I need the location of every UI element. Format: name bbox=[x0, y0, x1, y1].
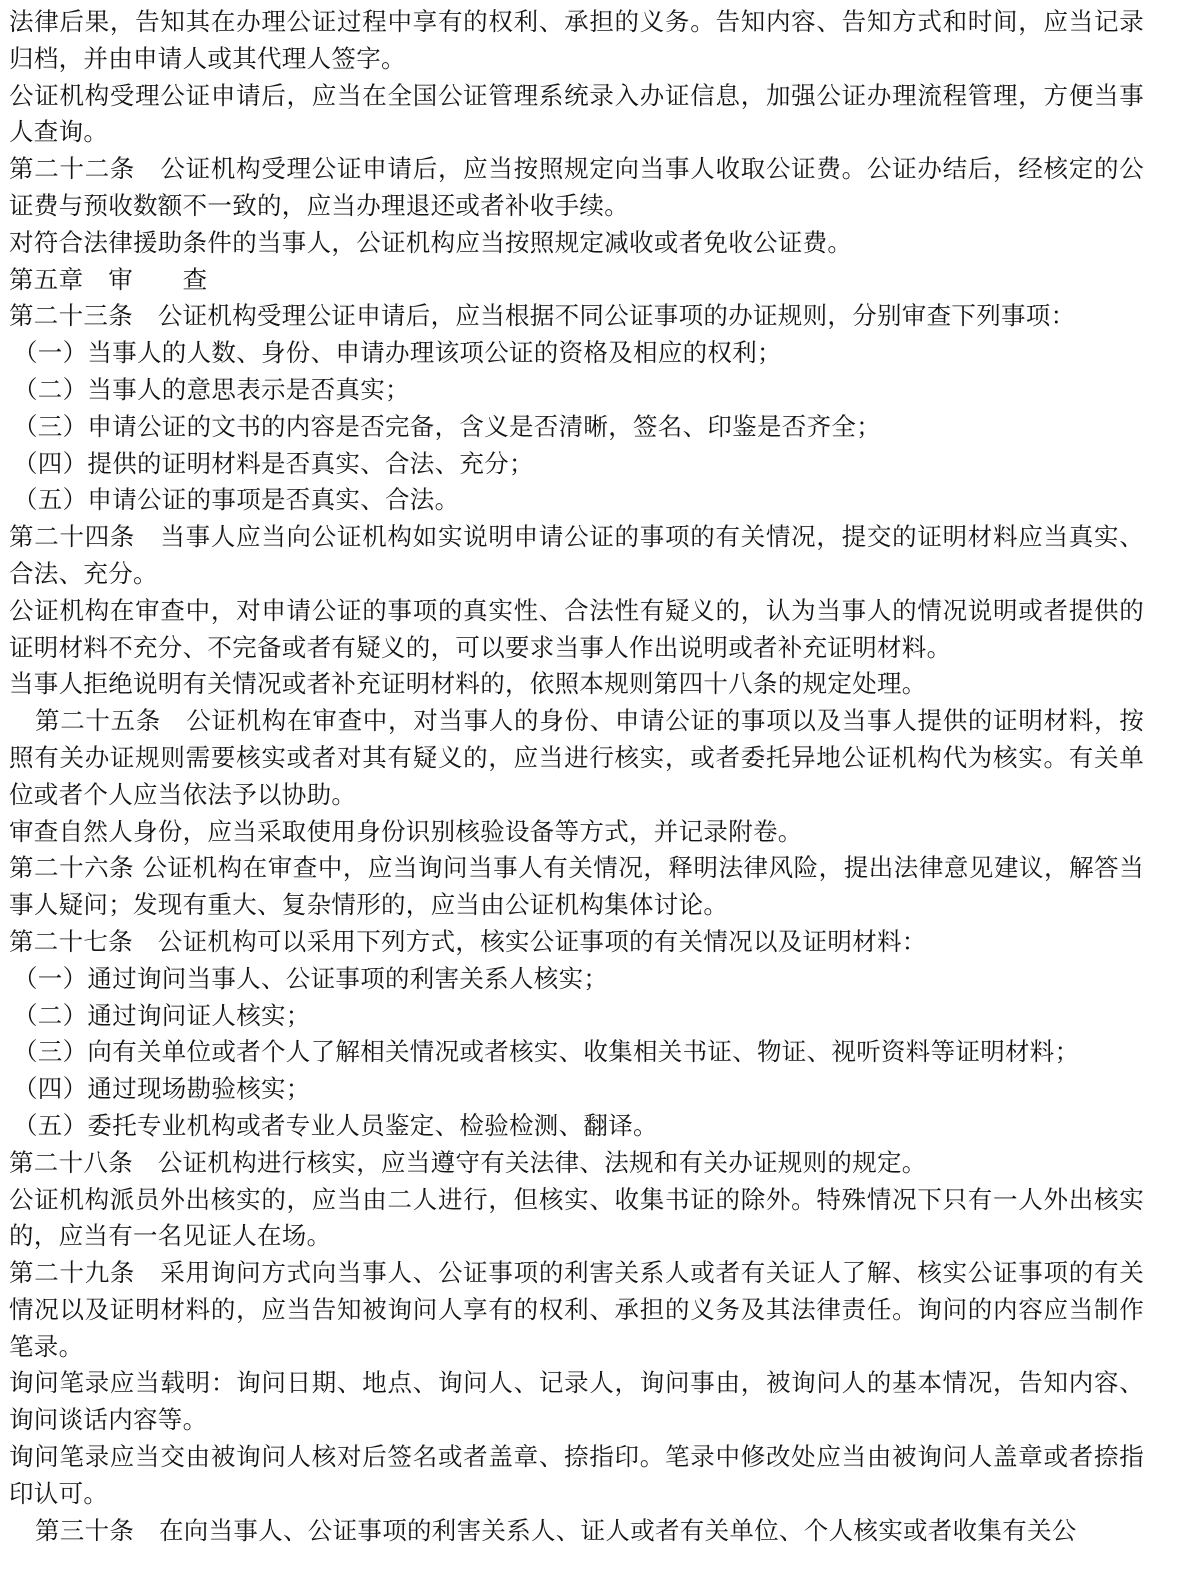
article-23-item-5: （五）申请公证的事项是否真实、合法。 bbox=[13, 485, 460, 515]
paragraph-identity-check: 审查自然人身份，应当采取使用身份识别核验设备等方式，并记录附卷。 bbox=[9, 816, 803, 846]
article-29: 第二十九条 采用询问方式向当事人、公证事项的利害关系人或者有关证人了解、核实公证事项的有关情况以及证明材料的，应当告知被询问人享有的权利、承担的义务及其法律责任。询问的内容应当制作笔录。 bbox=[9, 1258, 1144, 1361]
article-30: 第三十条 在向当事人、公证事项的利害关系人、证人或者有关单位、个人核实或者收集有关公 bbox=[35, 1515, 1077, 1545]
article-27-item-1: （一）通过询问当事人、公证事项的利害关系人核实； bbox=[13, 963, 609, 993]
article-24: 第二十四条 当事人应当向公证机构如实说明申请公证的事项的有关情况，提交的证明材料应当真实、合法、充分。 bbox=[9, 522, 1144, 588]
paragraph-inquiry-record-content: 询问笔录应当载明：询问日期、地点、询问人、记录人，询问事由，被询问人的基本情况，告知内容、询问谈话内容等。 bbox=[9, 1368, 1144, 1435]
article-27: 第二十七条 公证机构可以采用下列方式，核实公证事项的有关情况以及证明材料： bbox=[9, 926, 927, 956]
article-27-item-2: （二）通过询问证人核实； bbox=[13, 1000, 311, 1030]
paragraph-1: 法律后果，告知其在办理公证过程中享有的权利、承担的义务。告知内容、告知方式和时间，应当记录归档，并由申请人或其代理人签字。 bbox=[9, 7, 1144, 73]
paragraph-field-verification: 公证机构派员外出核实的，应当由二人进行，但核实、收集书证的除外。特殊情况下只有一人外出核实的，应当有一名见证人在场。 bbox=[9, 1184, 1144, 1251]
paragraph-2: 公证机构受理公证申请后，应当在全国公证管理系统录入办证信息，加强公证办理流程管理，方便当事人查询。 bbox=[9, 80, 1144, 147]
article-25: 第二十五条 公证机构在审查中，对当事人的身份、申请公证的事项以及当事人提供的证明材料，按照有关办证规则需要核实或者对其有疑义的，应当进行核实，或者委托异地公证机构代为核实。有关单位或者个人应当依法予以协助。 bbox=[9, 706, 1144, 809]
paragraph-review-doubts: 公证机构在审查中，对申请公证的事项的真实性、合法性有疑义的，认为当事人的情况说明或者提供的证明材料不充分、不完备或者有疑义的，可以要求当事人作出说明或者补充证明材料。 bbox=[9, 595, 1144, 662]
paragraph-inquiry-record-signing: 询问笔录应当交由被询问人核对后签名或者盖章、捺指印。笔录中修改处应当由被询问人盖章或者捺指印认可。 bbox=[9, 1442, 1144, 1508]
paragraph-legal-aid: 对符合法律援助条件的当事人，公证机构应当按照规定减收或者免收公证费。 bbox=[9, 227, 853, 257]
article-23: 第二十三条 公证机构受理公证申请后，应当根据不同公证事项的办证规则，分别审查下列事项： bbox=[9, 301, 1076, 331]
article-23-item-4: （四）提供的证明材料是否真实、合法、充分； bbox=[13, 448, 534, 478]
article-28: 第二十八条 公证机构进行核实，应当遵守有关法律、法规和有关办证规则的规定。 bbox=[9, 1147, 927, 1177]
article-26: 第二十六条 公证机构在审查中，应当询问当事人有关情况，释明法律风险，提出法律意见建议，解答当事人疑问；发现有重大、复杂情形的，应当由公证机构集体讨论。 bbox=[9, 853, 1144, 920]
paragraph-refusal: 当事人拒绝说明有关情况或者补充证明材料的，依照本规则第四十八条的规定处理。 bbox=[9, 669, 927, 699]
article-23-item-3: （三）申请公证的文书的内容是否完备，含义是否清晰，签名、印鉴是否齐全； bbox=[13, 411, 881, 441]
chapter-5-heading: 第五章 审 查 bbox=[9, 264, 208, 294]
article-27-item-3: （三）向有关单位或者个人了解相关情况或者核实、收集相关书证、物证、视听资料等证明材料； bbox=[13, 1037, 1080, 1067]
article-27-item-5: （五）委托专业机构或者专业人员鉴定、检验检测、翻译。 bbox=[13, 1110, 658, 1140]
article-27-item-4: （四）通过现场勘验核实； bbox=[13, 1074, 311, 1104]
document-page bbox=[9, 4, 1144, 1549]
article-23-item-2: （二）当事人的意思表示是否真实； bbox=[13, 374, 410, 404]
article-23-item-1: （一）当事人的人数、身份、申请办理该项公证的资格及相应的权利； bbox=[13, 338, 782, 368]
article-22: 第二十二条 公证机构受理公证申请后，应当按照规定向当事人收取公证费。公证办结后，经核定的公证费与预收数额不一致的，应当办理退还或者补收手续。 bbox=[9, 154, 1144, 220]
